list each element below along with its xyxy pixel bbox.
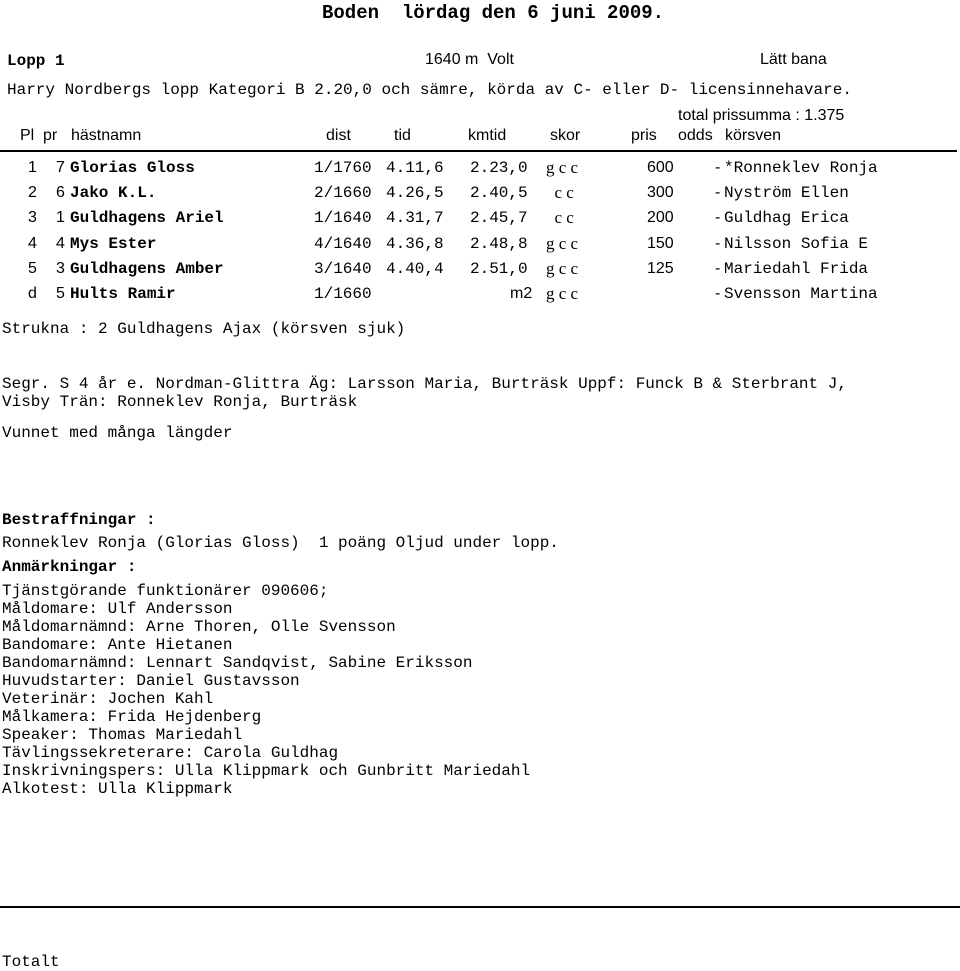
note-line: Inskrivningspers: Ulla Klippmark och Gunbritt Mariedahl [2,762,531,780]
table-row [0,234,960,256]
page-title: Boden lördag den 6 juni 2009. [322,2,665,24]
cell-dist: 1/1640 [314,209,372,227]
cell-tid: 4.36,8 [386,235,444,253]
cell-name: Guldhagens Amber [70,260,224,278]
cell-odds: - [715,184,721,201]
cell-odds: - [715,285,721,302]
note-line: Målkamera: Frida Hejdenberg [2,708,262,726]
cell-kmtid: 2.51,0 [470,260,528,278]
race-label: Lopp 1 [7,52,65,70]
table-row [0,208,960,230]
cell-pr: 3 [56,260,65,277]
notes-heading: Anmärkningar : [2,558,137,576]
penalties-heading: Bestraffningar : [2,511,156,529]
cell-pris: 125 [647,260,674,277]
note-line: Bandomarnämnd: Lennart Sandqvist, Sabine Eriksson [2,654,473,672]
cell-dist: 1/1660 [314,285,372,303]
cell-kmtid: 2.40,5 [470,184,528,202]
note-line: Bandomare: Ante Hietanen [2,636,233,654]
col-dist: dist [326,127,351,144]
cell-pr: 7 [56,159,65,176]
cell-skor: c c [546,183,574,202]
cell-skor: c c [546,208,574,227]
cell-skor: g c c [546,259,579,278]
col-name: hästnamn [71,127,142,144]
cell-pl: d [28,285,37,302]
note-line: Måldomare: Ulf Andersson [2,600,233,618]
cell-kmtid: m2 [510,285,533,302]
cell-tid: 4.40,4 [386,260,444,278]
col-pr: pr [43,127,58,144]
winner-info-line1: Segr. S 4 år e. Nordman-Glittra Äg: Larsson Maria, Burträsk Uppf: Funck B & Sterbrant J, [2,375,847,393]
cell-dist: 2/1660 [314,184,372,202]
cell-skor: g c c [546,234,579,253]
cell-driver: Guldhag Erica [724,209,849,227]
cell-name: Hults Ramir [70,285,176,303]
note-line: Tjänstgörande funktionärer 090606; [2,582,329,600]
note-line: Alkotest: Ulla Klippmark [2,780,233,798]
total-label: Totalt [2,953,60,971]
col-pl: Pl [20,127,35,144]
total-prize: total prissumma : 1.375 [678,107,845,124]
cell-pris: 600 [647,159,674,176]
cell-odds: - [715,235,721,252]
table-row [0,284,960,306]
header-divider [0,150,957,152]
cell-driver: Mariedahl Frida [724,260,869,278]
col-kmtid: kmtid [468,127,507,144]
note-line: Speaker: Thomas Mariedahl [2,726,243,744]
footer-divider [0,906,960,908]
cell-pl: 5 [28,260,37,277]
table-row [0,183,960,205]
cell-pr: 6 [56,184,65,201]
cell-name: Glorias Gloss [70,159,195,177]
col-pris: pris [631,127,657,144]
cell-driver: *Ronneklev Ronja [724,159,878,177]
cell-kmtid: 2.48,8 [470,235,528,253]
scratched-note: Strukna : 2 Guldhagens Ajax (körsven sjuk) [2,320,406,338]
cell-dist: 4/1640 [314,235,372,253]
cell-skor: g c c [546,158,579,177]
cell-driver: Nyström Ellen [724,184,849,202]
winner-info-line2: Visby Trän: Ronneklev Ronja, Burträsk [2,393,358,411]
note-line: Veterinär: Jochen Kahl [2,690,214,708]
cell-odds: - [715,209,721,226]
cell-driver: Svensson Martina [724,285,878,303]
cell-pr: 4 [56,235,65,252]
penalties-text: Ronneklev Ronja (Glorias Gloss) 1 poäng Oljud under lopp. [2,534,559,552]
cell-name: Mys Ester [70,235,157,253]
race-description: Harry Nordbergs lopp Kategori B 2.20,0 och sämre, körda av C- eller D- licensinnehavare. [7,81,852,99]
cell-name: Jako K.L. [70,184,157,202]
cell-pr: 1 [56,209,65,226]
table-row [0,259,960,281]
col-tid: tid [394,127,411,144]
cell-pris: 300 [647,184,674,201]
track-condition: Lätt bana [760,51,827,68]
cell-odds: - [715,260,721,277]
note-line: Huvudstarter: Daniel Gustavsson [2,672,300,690]
cell-pl: 2 [28,184,37,201]
cell-dist: 3/1640 [314,260,372,278]
table-row [0,158,960,180]
cell-skor: g c c [546,284,579,303]
cell-tid: 4.31,7 [386,209,444,227]
col-odds: odds [678,127,713,144]
col-driver: körsven [725,127,782,144]
cell-kmtid: 2.23,0 [470,159,528,177]
cell-pl: 3 [28,209,37,226]
cell-tid: 4.11,6 [386,159,444,177]
cell-tid: 4.26,5 [386,184,444,202]
race-distance: 1640 m Volt [425,51,514,68]
note-line: Måldomarnämnd: Arne Thoren, Olle Svensson [2,618,396,636]
cell-pris: 200 [647,209,674,226]
cell-kmtid: 2.45,7 [470,209,528,227]
cell-dist: 1/1760 [314,159,372,177]
cell-pl: 1 [28,159,37,176]
cell-driver: Nilsson Sofia E [724,235,869,253]
col-skor: skor [550,127,581,144]
cell-odds: - [715,159,721,176]
cell-name: Guldhagens Ariel [70,209,224,227]
cell-pr: 5 [56,285,65,302]
winner-comment: Vunnet med många längder [2,424,233,442]
cell-pl: 4 [28,235,37,252]
cell-pris: 150 [647,235,674,252]
note-line: Tävlingssekreterare: Carola Guldhag [2,744,339,762]
